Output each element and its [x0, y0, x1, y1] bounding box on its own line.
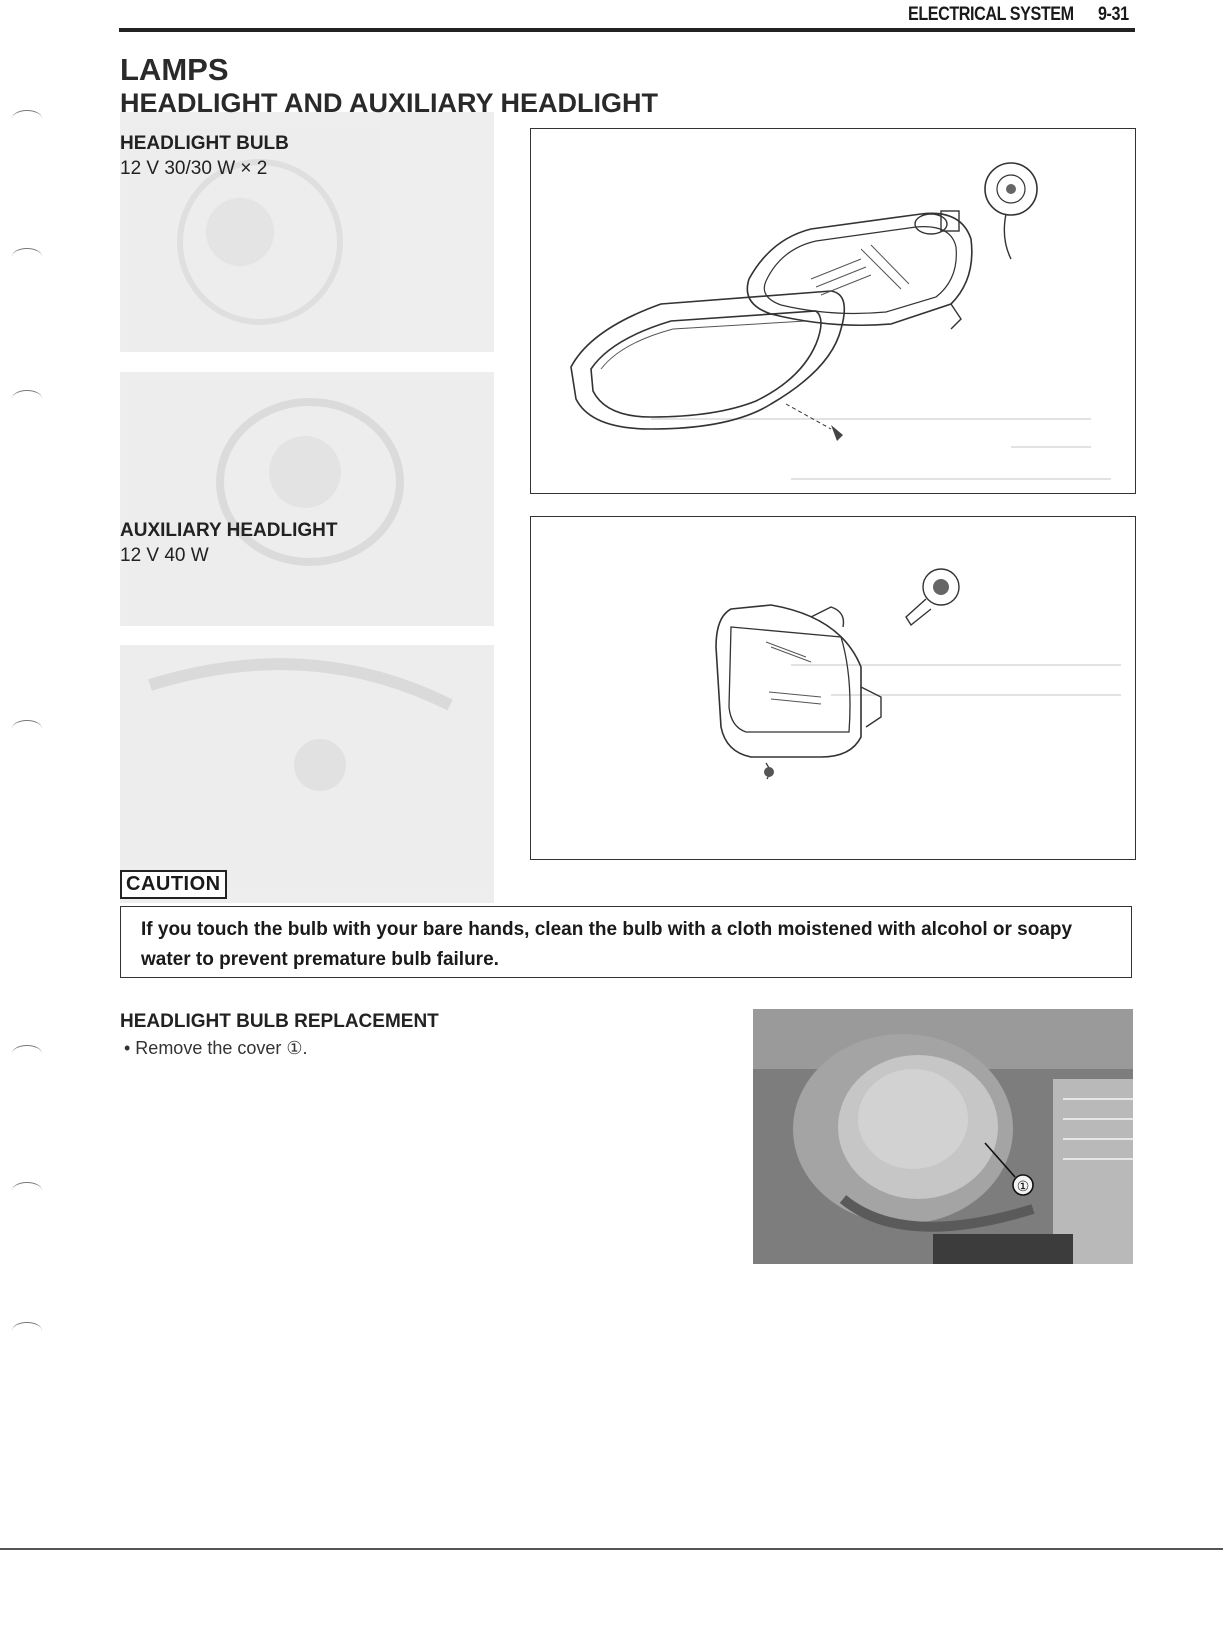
page-title: LAMPS — [120, 52, 229, 87]
margin-mark — [12, 390, 42, 407]
margin-mark — [12, 248, 42, 265]
margin-mark — [12, 720, 42, 737]
auxiliary-headlight-label: AUXILIARY HEADLIGHT — [120, 520, 338, 541]
headlight-bulb-label: HEADLIGHT BULB — [120, 133, 289, 154]
ghost-photo — [120, 372, 494, 626]
auxiliary-headlight-figure — [530, 516, 1136, 860]
bottom-rule — [0, 1548, 1223, 1550]
ghost-socket-image — [120, 645, 494, 903]
replacement-heading: HEADLIGHT BULB REPLACEMENT — [120, 1011, 439, 1032]
auxiliary-bulb-drawing — [906, 569, 959, 625]
header-rule — [119, 28, 1135, 32]
margin-mark — [12, 1045, 42, 1062]
replacement-step: • Remove the cover ①. — [124, 1038, 308, 1058]
headlight-assembly-drawing — [531, 129, 1135, 493]
auxiliary-headlight-spec: 12 V 40 W — [120, 545, 209, 566]
caution-text: If you touch the bulb with your bare hands, clean the bulb with a cloth moistened with alcohol or soapy water to prevent premature bulb failure. — [141, 919, 1073, 970]
caution-tag: CAUTION — [120, 870, 227, 899]
headlight-bulb-spec: 12 V 30/30 W × 2 — [120, 158, 268, 179]
ghost-photo — [120, 645, 494, 903]
headlight-cover-photo — [753, 1009, 1133, 1264]
header-section-title: ELECTRICAL SYSTEM — [908, 4, 1074, 25]
ghost-bulb-image — [120, 372, 494, 626]
cover-photo-image — [753, 1009, 1133, 1264]
margin-mark — [12, 1182, 42, 1199]
header-page-number: 9-31 — [1098, 4, 1129, 25]
page-subtitle: HEADLIGHT AND AUXILIARY HEADLIGHT — [120, 88, 658, 118]
caution-box — [120, 906, 1132, 978]
callout-number: ① — [1016, 1178, 1030, 1194]
auxiliary-headlight-drawing — [531, 517, 1135, 859]
margin-mark — [12, 110, 42, 127]
headlight-exploded-figure — [530, 128, 1136, 494]
margin-mark — [12, 1322, 42, 1339]
